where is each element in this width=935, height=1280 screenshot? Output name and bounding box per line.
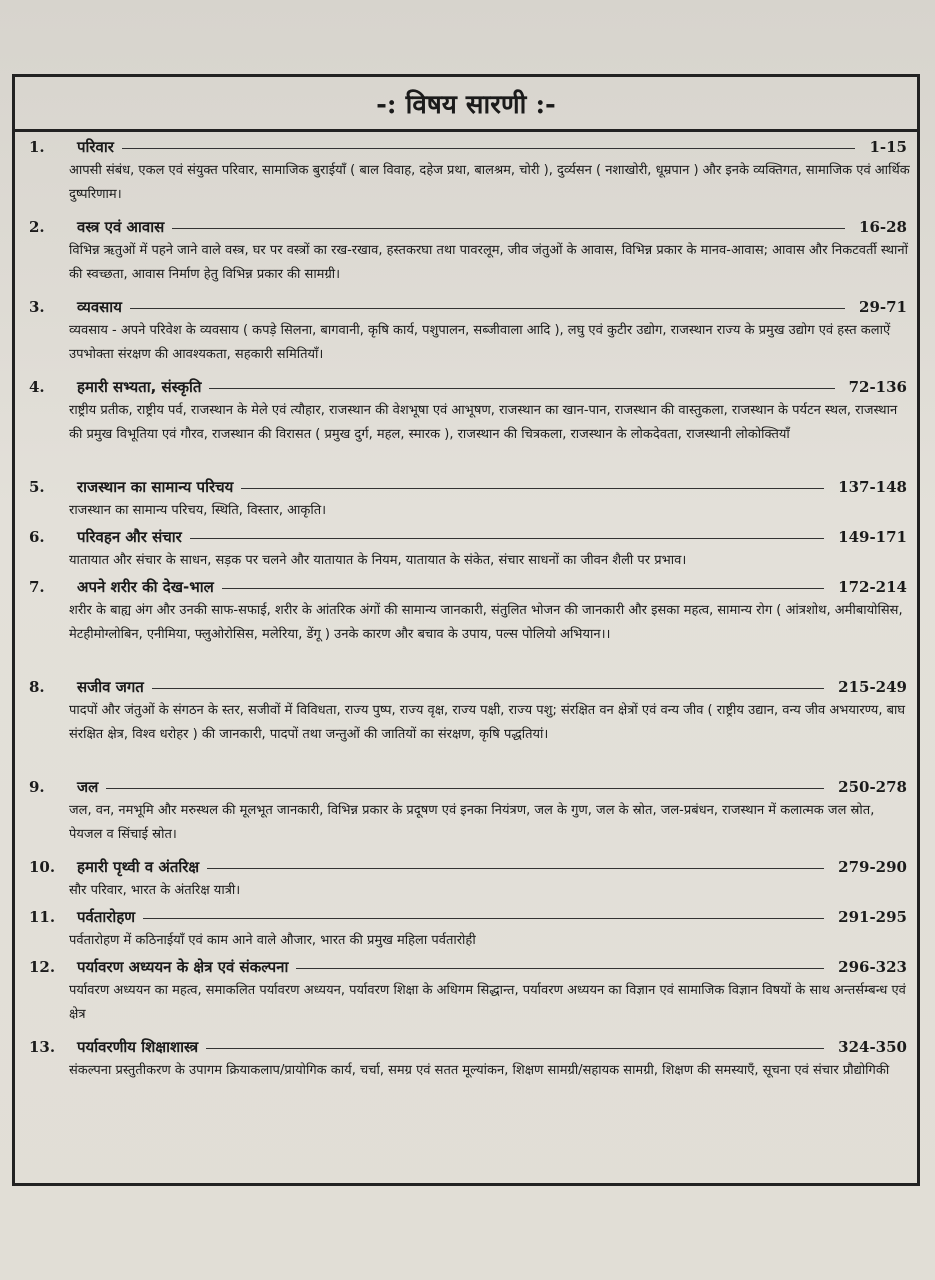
entry-pages: 72-136 <box>848 378 907 396</box>
leader-line <box>222 588 824 589</box>
leader-line <box>152 688 824 689</box>
toc-entry-heading <box>15 675 917 699</box>
toc-entry-heading <box>15 855 917 879</box>
entry-pages: 215-249 <box>838 678 907 696</box>
entry-title: सजीव जगत <box>77 678 144 696</box>
leader-line <box>190 538 824 539</box>
toc-entry <box>15 1035 917 1083</box>
entry-title: पर्यावरणीय शिक्षाशास्त्र <box>77 1038 199 1056</box>
entry-number: 5. <box>29 478 45 496</box>
entry-number: 3. <box>29 298 45 316</box>
toc-entry <box>15 675 917 747</box>
entry-description: जल, वन, नमभूमि और मरुस्थल की मूलभूत जानकारी, विभिन्न प्रकार के प्रदूषण एवं इनका नियंत्रण, जल के गुण, जल के स्रोत, जल-प्रबंधन, राजस्थान में कलात्मक जल स्रोत, पेयजल व सिंचाई स्रोत। <box>69 803 875 842</box>
toc-entry-heading <box>15 955 917 979</box>
entry-number: 9. <box>29 778 45 796</box>
toc-entry <box>15 295 917 367</box>
entry-pages: 279-290 <box>838 858 907 876</box>
entry-description: पर्यावरण अध्ययन का महत्व, समाकलित पर्यावरण अध्ययन, पर्यावरण शिक्षा के अधिगम सिद्धान्त, पर्यावरण अध्ययन का विज्ञान एवं सामाजिक विज्ञान विषयों के साथ अन्तर्सम्बन्ध एवं क्षेत्र <box>69 983 906 1022</box>
toc-entry-heading <box>15 525 917 549</box>
entry-pages: 324-350 <box>838 1038 907 1056</box>
entry-pages: 29-71 <box>859 298 907 316</box>
entry-title: हमारी सभ्यता, संस्कृति <box>77 378 202 396</box>
entry-title: जल <box>77 778 99 796</box>
leader-line <box>206 1048 824 1049</box>
entry-pages: 291-295 <box>838 908 907 926</box>
leader-line <box>209 388 834 389</box>
leader-line <box>172 228 845 229</box>
toc-entry <box>15 575 917 647</box>
toc-entry-heading <box>15 905 917 929</box>
toc-entry-heading <box>15 215 917 239</box>
toc-entry-heading <box>15 375 917 399</box>
entry-title: परिवहन और संचार <box>77 528 182 546</box>
entry-description: राजस्थान का सामान्य परिचय, स्थिति, विस्तार, आकृति। <box>69 503 327 518</box>
entry-title: राजस्थान का सामान्य परिचय <box>77 478 234 496</box>
entry-pages: 137-148 <box>838 478 907 496</box>
entry-pages: 172-214 <box>838 578 907 596</box>
entry-title: व्यवसाय <box>77 298 122 316</box>
entry-pages: 1-15 <box>869 138 907 156</box>
entry-description: राष्ट्रीय प्रतीक, राष्ट्रीय पर्व, राजस्थान के मेले एवं त्यौहार, राजस्थान की वेशभूषा एवं आभूषण, राजस्थान का खान-पान, राजस्थान की वास्तुकला, राजस्थान के पर्यटन स्थल, राजस्थान की प्रमुख विभूतिया एवं गौरव, राजस्थान की विरासत ( प्रमुख दुर्ग, महल, स्मारक ), राजस्थान की चित्रकला, राजस्थान के लोकदेवता, राजस्थानी लोकोक्तियाँ <box>69 403 898 442</box>
entry-title: पर्यावरण अध्ययन के क्षेत्र एवं संकल्पना <box>77 958 289 976</box>
entry-pages: 250-278 <box>838 778 907 796</box>
entry-title: वस्त्र एवं आवास <box>77 218 165 236</box>
toc-entry <box>15 135 917 207</box>
page-title: -: विषय सारणी :- <box>376 90 556 120</box>
leader-line <box>207 868 824 869</box>
leader-line <box>130 308 845 309</box>
entry-title: पर्वतारोहण <box>77 908 136 926</box>
toc-entry <box>15 855 917 903</box>
toc-entry <box>15 215 917 287</box>
contents-header <box>15 77 917 132</box>
entry-number: 4. <box>29 378 45 396</box>
leader-line <box>296 968 824 969</box>
entry-description: यातायात और संचार के साधन, सड़क पर चलने और यातायात के नियम, यातायात के संकेत, संचार साधनों का जीवन शैली पर प्रभाव। <box>69 553 687 568</box>
entry-description: शरीर के बाह्य अंग और उनकी साफ-सफाई, शरीर के आंतरिक अंगों की सामान्य जानकारी, संतुलित भोजन की जानकारी और इसका महत्व, सामान्य रोग ( आंत्रशोथ, अमीबायोसिस, मेटहीमोग्लोबिन, एनीमिया, फ्लुओरोसिस, मलेरिया, डेंगू ) उनके कारण और बचाव के उपाय, पल्स पोलियो अभियान।। <box>69 603 903 642</box>
leader-line <box>122 148 856 149</box>
leader-line <box>143 918 824 919</box>
entry-pages: 16-28 <box>859 218 907 236</box>
toc-entry-heading <box>15 475 917 499</box>
toc-entry <box>15 955 917 1027</box>
toc-entry <box>15 525 917 573</box>
entry-number: 2. <box>29 218 45 236</box>
toc-entry-heading <box>15 775 917 799</box>
entry-number: 7. <box>29 578 45 596</box>
toc-entry <box>15 775 917 847</box>
entry-title: परिवार <box>77 138 114 156</box>
entry-description: सौर परिवार, भारत के अंतरिक्ष यात्री। <box>69 883 241 898</box>
entry-description: पादपों और जंतुओं के संगठन के स्तर, सजीवों में विविधता, राज्य पुष्प, राज्य वृक्ष, राज्य पक्षी, राज्य पशु; संरक्षित वन क्षेत्रों एवं वन्य जीव ( राष्ट्रीय उद्यान, वन्य जीव अभयारण्य, बाघ संरक्षित क्षेत्र, विश्व धरोहर ) की जानकारी, पादपों तथा जन्तुओं की जातियों का संरक्षण, कृषि पद्धतियां। <box>69 703 906 742</box>
entry-number: 1. <box>29 138 45 156</box>
entry-description: संकल्पना प्रस्तुतीकरण के उपागम क्रियाकलाप/प्रायोगिक कार्य, चर्चा, समग्र एवं सतत मूल्यांकन, शिक्षण सामग्री/सहायक सामग्री, शिक्षण की समस्याएँ, सूचना एवं संचार प्रौद्योगिकी <box>69 1063 890 1078</box>
toc-entry-heading <box>15 295 917 319</box>
toc-entry <box>15 375 917 447</box>
toc-entry-heading <box>15 1035 917 1059</box>
entry-pages: 149-171 <box>838 528 907 546</box>
entry-number: 10. <box>29 858 56 876</box>
entry-number: 13. <box>29 1038 56 1056</box>
entry-description: पर्वतारोहण में कठिनाईयाँ एवं काम आने वाले औजार, भारत की प्रमुख महिला पर्वतारोही <box>69 933 476 948</box>
entry-number: 12. <box>29 958 56 976</box>
leader-line <box>106 788 824 789</box>
toc-entry-heading <box>15 135 917 159</box>
entry-number: 6. <box>29 528 45 546</box>
contents-frame <box>12 74 920 1186</box>
entry-number: 11. <box>29 908 56 926</box>
entry-description: विभिन्न ऋतुओं में पहने जाने वाले वस्त्र, घर पर वस्त्रों का रख-रखाव, हस्तकरघा तथा पावरलूम, जीव जंतुओं के आवास, विभिन्न प्रकार के मानव-आवास; आवास और निकटवर्ती स्थानों की स्वच्छता, आवास निर्माण हेतु विभिन्न प्रकार की सामग्री। <box>69 243 908 282</box>
entry-title: अपने शरीर की देख-भाल <box>77 578 214 596</box>
entry-description: आपसी संबंध, एकल एवं संयुक्त परिवार, सामाजिक बुराईयाँ ( बाल विवाह, दहेज प्रथा, बालश्रम, चोरी ), दुर्व्यसन ( नशाखोरी, धूम्रपान ) और इनके व्यक्तिगत, सामाजिक एवं आर्थिक दुष्परिणाम। <box>69 163 910 202</box>
entry-title: हमारी पृथ्वी व अंतरिक्ष <box>77 858 200 876</box>
entry-number: 8. <box>29 678 45 696</box>
leader-line <box>241 488 824 489</box>
toc-entry-heading <box>15 575 917 599</box>
entry-description: व्यवसाय - अपने परिवेश के व्यवसाय ( कपड़े सिलना, बागवानी, कृषि कार्य, पशुपालन, सब्जीवाला आदि ), लघु एवं कुटीर उद्योग, राजस्थान राज्य के प्रमुख उद्योग एवं हस्त कलाऐं उपभोक्ता संरक्षण की आवश्यकता, सहकारी समितियाँ। <box>69 323 891 362</box>
toc-entry <box>15 475 917 523</box>
toc-entry <box>15 905 917 953</box>
entry-pages: 296-323 <box>838 958 907 976</box>
